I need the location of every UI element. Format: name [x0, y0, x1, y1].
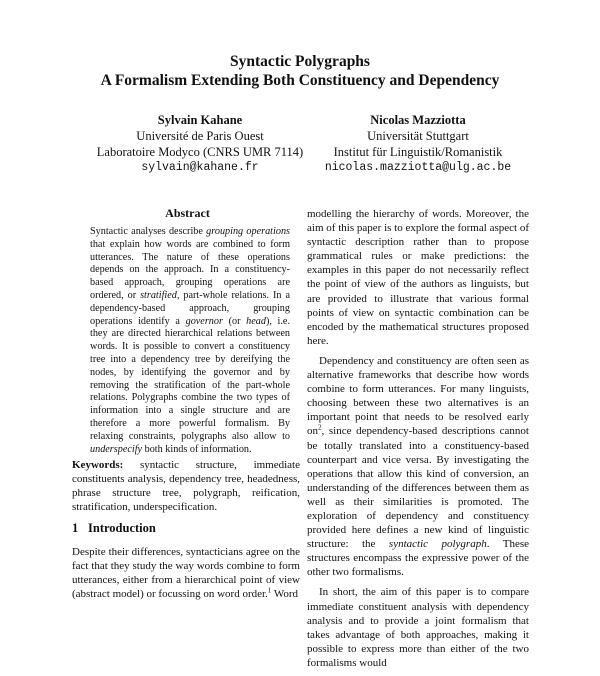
- keywords-label: Keywords:: [72, 459, 124, 471]
- keywords-text: syntactic structure, immediate constituents analysis, dependency tree, headedness, phrase structure tree, polygraph, reification, stratification, underspecification.: [72, 459, 300, 513]
- author-block-1: [95, 112, 305, 176]
- section-number: 1: [72, 521, 79, 535]
- body-paragraph: modelling the hierarchy of words. Moreover, the aim of this paper is to explore the formal aspect of syntactic description rather than to propose grammatical rules or make predictions: the examples in this paper do not necessarily reflect the point of view of the authors as linguists, but are provided to illustrate that various formal points of view on syntactic combination can be encoded by the mathematical structures proposed here.: [307, 208, 529, 347]
- author-block-2: [323, 112, 513, 176]
- author-name: Nicolas Mazziotta: [370, 113, 466, 127]
- author-affiliation: Laboratoire Modyco (CNRS UMR 7114): [96, 145, 304, 159]
- paper-title-line2: A Formalism Extending Both Constituency and Dependency: [100, 72, 500, 89]
- author-affiliation: Institut für Linguistik/Romanistik: [333, 145, 503, 159]
- body-paragraph: In short, the aim of this paper is to compare immediate constituent analysis with dependency analysis and to provide a joint formalism that takes advantage of both approaches, making it possible to express more than either of the two formalisms would: [307, 586, 529, 669]
- paper-title-line1: Syntactic Polygraphs: [230, 53, 370, 70]
- section-heading-introduction: [72, 521, 300, 536]
- section-title: Introduction: [88, 521, 156, 535]
- body-paragraph: Dependency and constituency are often seen as alternative frameworks that describe how words combine to form utterances. For many linguists, choosing between these two alternatives is an important point that needs to be resolved early $on^2$, since dependency-based descriptions cannot be totally translated into a constituency-based counterpart and vice versa. By investigating the operations that allow this kind of conversion, an understanding of the differences between them as well as their similarities is promoted. The exploration of dependency and constituency provided here defines a new kind of linguistic structure: the syntactic polygraph. These structures encompass the expressive power of the other two formalisms.: [307, 354, 529, 579]
- author-affiliation: Université de Paris Ouest: [136, 129, 264, 143]
- footnote-mark: 2: [318, 423, 322, 432]
- footnote-mark: 1: [267, 586, 272, 595]
- author-affiliation: Universität Stuttgart: [367, 129, 469, 143]
- author-email: sylvain@kahane.fr: [141, 161, 259, 174]
- abstract-heading: Abstract: [165, 206, 210, 220]
- keywords: [72, 458, 300, 514]
- intro-paragraph: Despite their differences, syntacticians agree on the fact that they study the way words combine to form utterances, either from a hierarchical point of view (abstract model) or focussing on word order.$^1$ Word: [72, 546, 300, 600]
- author-email: nicolas.mazziotta@ulg.ac.be: [324, 161, 512, 174]
- right-column: [307, 207, 529, 676]
- author-name: Sylvain Kahane: [157, 113, 243, 127]
- abstract-text: Syntactic analyses describe grouping operations that explain how words are combined to form utterances. The nature of these operations depends on the approach. In a constituency-based approach, grouping operations are ordered, or stratified, part-whole relations. In a dependency-based approach, grouping operations identify a governor (or head), i.e. they are directed hierarchical relations between words. It is possible to convert a constituency tree into a dependency tree by dereifying the nodes, by identifying the governor and by removing the stratification of the part-whole relations. Polygraphs combine the two types of information into a single structure and are therefore a more powerful formalism. By relaxing constraints, polygraphs also allow to underspecify both kinds of information.: [90, 226, 290, 455]
